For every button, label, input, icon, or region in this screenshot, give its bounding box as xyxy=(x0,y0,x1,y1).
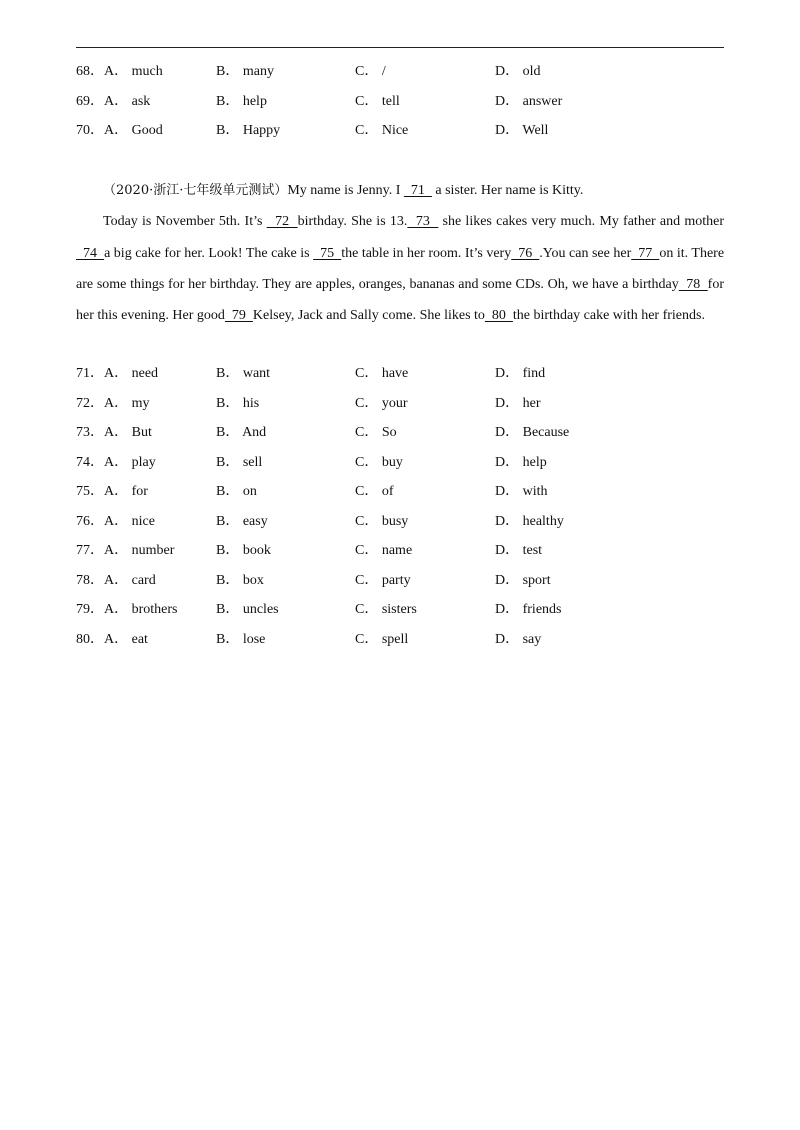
option-d: D． Because xyxy=(495,425,570,440)
question-number: 72． xyxy=(76,395,104,411)
option-a: A． eat xyxy=(104,631,148,647)
option-a: A． nice xyxy=(104,513,155,529)
blank-80: 80 xyxy=(484,308,513,324)
passage-text: the table in her room. It’s very xyxy=(341,245,512,261)
option-b: B． uncles xyxy=(216,602,279,617)
question-number: 68． xyxy=(76,64,104,79)
blank-77: 77 xyxy=(631,245,660,261)
question-row-72 xyxy=(76,394,736,424)
blank-78: 78 xyxy=(678,276,708,292)
passage-text: a big cake for her. Look! The cake is xyxy=(104,245,314,261)
question-row-75 xyxy=(76,482,736,512)
option-d: D． old xyxy=(495,64,541,79)
option-b: B． help xyxy=(216,93,267,109)
question-row-74 xyxy=(76,453,736,483)
question-row-77 xyxy=(76,541,736,571)
option-b: B． on xyxy=(216,484,257,499)
question-row-70 xyxy=(76,121,736,151)
option-a: A． much xyxy=(104,64,163,79)
option-d: D． friends xyxy=(495,602,562,617)
option-a: A． my xyxy=(104,395,150,411)
option-a: A． play xyxy=(104,454,156,470)
option-c: C． of xyxy=(355,484,394,499)
option-a: A． number xyxy=(104,543,175,558)
option-a: A． need xyxy=(104,366,159,381)
passage-text: a sister. Her name is Kitty. xyxy=(431,183,584,198)
question-number: 75． xyxy=(76,484,104,499)
blank-75: 75 xyxy=(313,245,342,261)
question-list-prev xyxy=(76,62,736,151)
option-a: A． But xyxy=(104,425,152,440)
option-a: A． for xyxy=(104,484,148,499)
blank-76: 76 xyxy=(511,245,540,261)
question-number: 76． xyxy=(76,513,104,529)
option-c: C． your xyxy=(355,395,408,411)
option-d: D． healthy xyxy=(495,513,564,529)
question-number: 69． xyxy=(76,93,104,109)
blank-79: 79 xyxy=(224,308,253,324)
option-c: C． name xyxy=(355,543,413,558)
option-c: C． party xyxy=(355,572,411,588)
option-b: B． easy xyxy=(216,513,268,529)
passage-text: Kelsey, Jack and Sally come. She likes to xyxy=(252,308,485,324)
option-d: D． with xyxy=(495,484,548,499)
question-row-68 xyxy=(76,62,736,92)
option-d: D． find xyxy=(495,366,546,381)
question-row-71 xyxy=(76,364,736,394)
option-c: C． buy xyxy=(355,454,403,470)
option-b: B． And xyxy=(216,425,267,440)
passage-text: she likes cakes very much. My father and mother xyxy=(438,214,725,230)
option-b: B． his xyxy=(216,395,260,411)
option-b: B． book xyxy=(216,543,271,558)
option-d: D． her xyxy=(495,395,541,411)
question-number: 74． xyxy=(76,454,104,470)
option-d: D． test xyxy=(495,543,543,558)
question-row-73 xyxy=(76,423,736,453)
question-number: 79． xyxy=(76,602,104,617)
option-c: C． sisters xyxy=(355,602,417,617)
question-list xyxy=(76,364,736,659)
option-c: C． busy xyxy=(355,513,409,529)
question-number: 80． xyxy=(76,631,104,647)
option-a: A． Good xyxy=(104,123,163,138)
question-number: 73． xyxy=(76,425,104,440)
option-c: C． / xyxy=(355,64,386,79)
option-b: B． box xyxy=(216,572,264,588)
option-b: B． many xyxy=(216,64,274,79)
header-rule xyxy=(76,47,724,48)
passage-text: .You can see her xyxy=(539,245,632,261)
option-c: C． spell xyxy=(355,631,409,647)
blank-74: 74 xyxy=(76,245,105,261)
source-tag: （2020·浙江·七年级单元测试） xyxy=(103,183,288,198)
option-b: B． sell xyxy=(216,454,263,470)
option-a: A． ask xyxy=(104,93,151,109)
option-d: D． answer xyxy=(495,93,563,109)
option-c: C． have xyxy=(355,366,409,381)
option-b: B． lose xyxy=(216,631,266,647)
passage-text: Today is November 5th. It’s xyxy=(103,214,267,230)
option-d: D． sport xyxy=(495,572,551,588)
passage-text: for her this evening. Her good xyxy=(76,276,724,324)
question-number: 71． xyxy=(76,366,104,381)
option-d: D． say xyxy=(495,631,542,647)
passage-intro xyxy=(76,175,724,206)
option-c: C． So xyxy=(355,425,397,440)
question-row-78 xyxy=(76,571,736,601)
question-number: 78． xyxy=(76,572,104,588)
passage-text: My name is Jenny. I xyxy=(287,183,404,198)
option-d: D． Well xyxy=(495,123,549,138)
question-number: 77． xyxy=(76,543,104,558)
option-a: A． brothers xyxy=(104,602,178,617)
question-row-80 xyxy=(76,630,736,660)
question-row-76 xyxy=(76,512,736,542)
option-c: C． tell xyxy=(355,93,400,109)
question-number: 70． xyxy=(76,123,104,138)
option-d: D． help xyxy=(495,454,547,470)
blank-72: 72 xyxy=(266,214,298,230)
passage-text: the birthday cake with her friends. xyxy=(512,308,705,324)
question-row-79 xyxy=(76,600,736,630)
passage-text: on it. There are some things for her birthday. They are apples, oranges, bananas and some CDs. Oh, we have a birthday xyxy=(76,245,725,292)
blank-71: 71 xyxy=(403,183,432,198)
question-row-69 xyxy=(76,92,736,122)
passage-text: birthday. She is 13. xyxy=(297,214,408,230)
blank-73: 73 xyxy=(407,214,439,230)
option-b: B． Happy xyxy=(216,123,281,138)
cloze-passage xyxy=(76,175,724,331)
option-a: A． card xyxy=(104,572,156,588)
passage-body xyxy=(76,206,724,331)
option-b: B． want xyxy=(216,366,271,381)
option-c: C． Nice xyxy=(355,123,409,138)
